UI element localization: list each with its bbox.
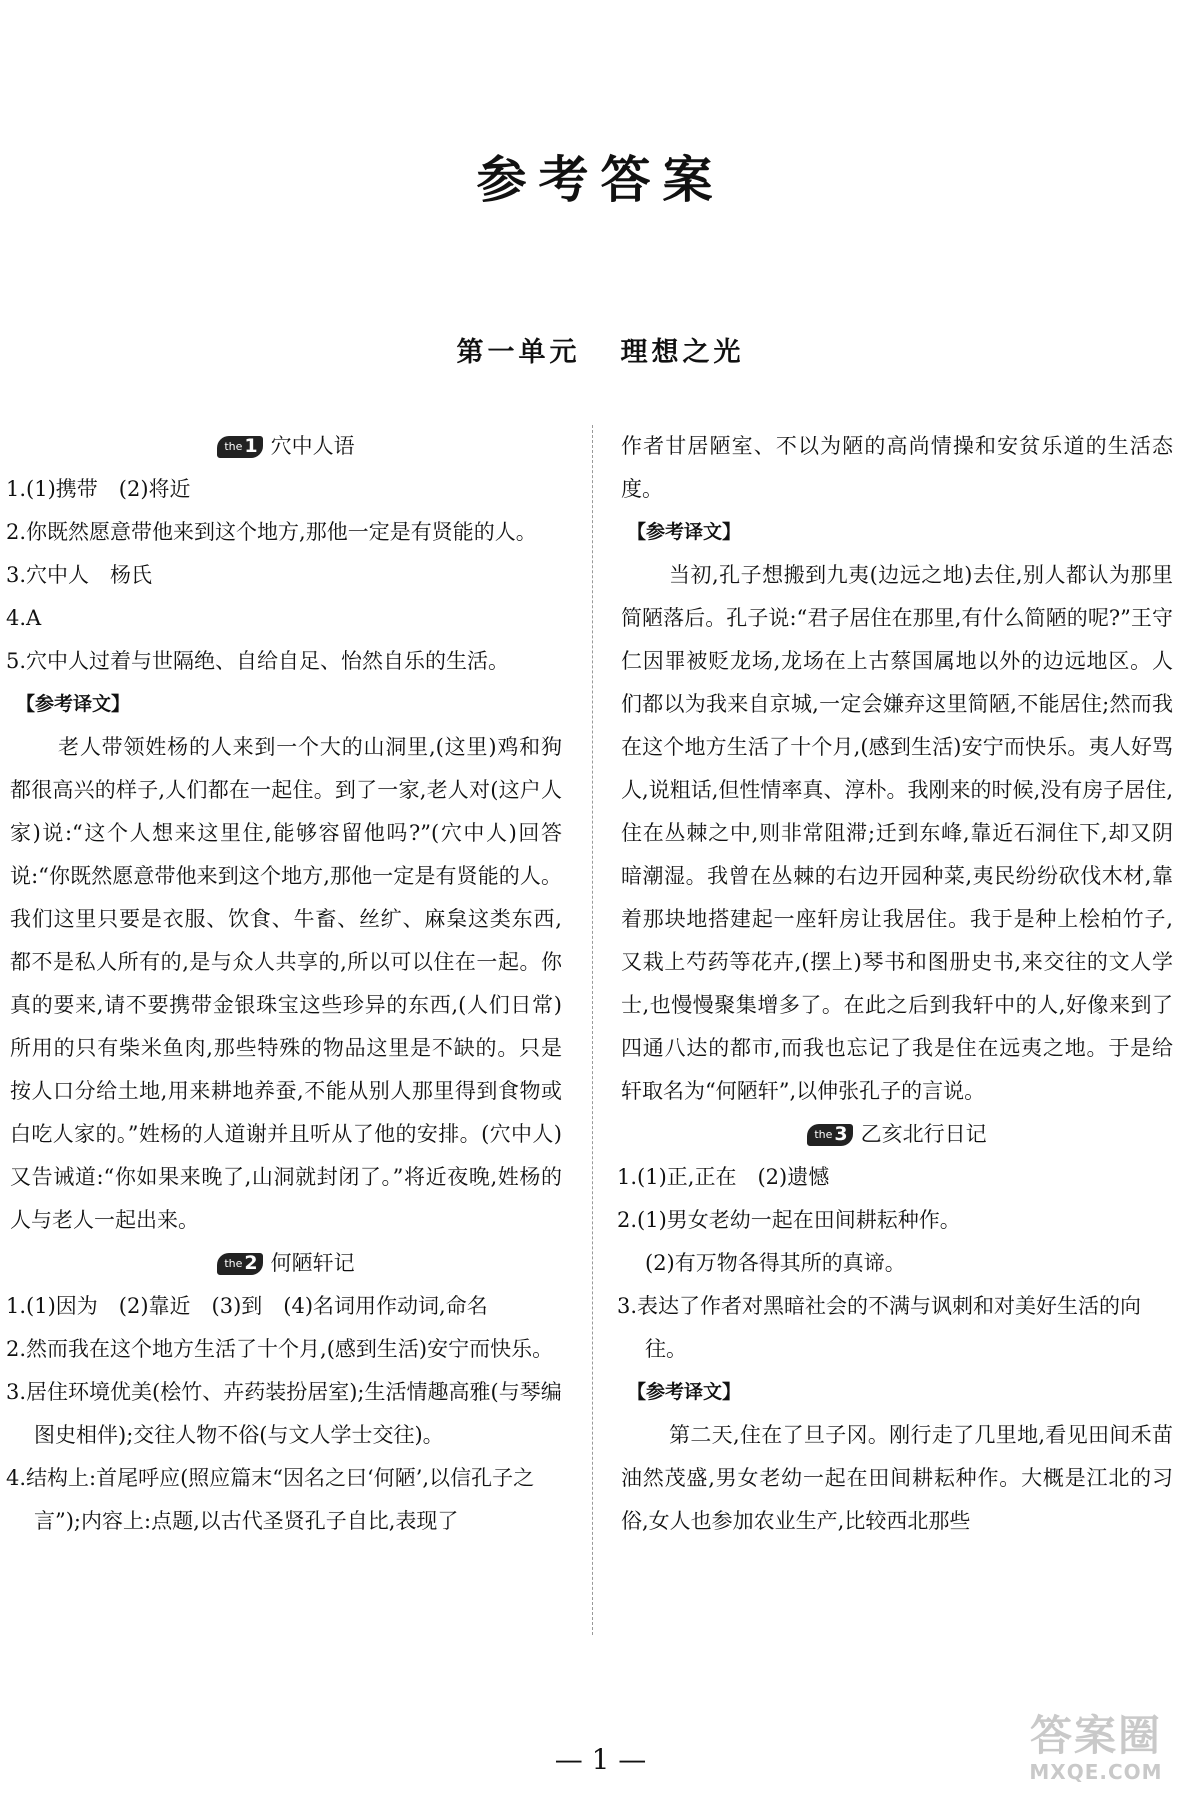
lesson-heading-1 xyxy=(6,425,566,468)
unit-title xyxy=(0,330,1201,369)
watermark-logo xyxy=(1021,1712,1171,1784)
right-column xyxy=(617,425,1177,1543)
translation-text: 第二天,住在了旦子冈。刚行走了几里地,看见田间禾苗油然茂盛,男女老幼一起在田间耕耘种作。大概是江北的习俗,女人也参加农业生产,比较西北那些 xyxy=(621,1423,1173,1533)
answer-item: 3.居住环境优美(桧竹、卉药装扮居室);生活情趣高雅(与琴编图史相伴);交往人物不俗(与文人学士交往)。 xyxy=(6,1380,562,1447)
translation-text: 当初,孔子想搬到九夷(边远之地)去住,别人都认为那里简陋落后。孔子说:“君子居住在那里,有什么简陋的呢?”王守仁因罪被贬龙场,龙场在上古蔡国属地以外的边远地区。人们都以为我来自京城,一定会嫌弃这里简陋,不能居住;然而我在这个地方生活了十个月,(感到生活)安宁而快乐。夷人好骂人,说粗话,但性情率真、淳朴。我刚来的时候,没有房子居住,住在丛棘之中,则非常阻滞;迁到东峰,靠近石洞住下,却又阴暗潮湿。我曾在丛棘的右边开园种菜,夷民纷纷砍伐木材,靠着那块地搭建起一座轩房让我居住。我于是种上桧柏竹子,又栽上芍药等花卉,(摆上)琴书和图册史书,来交往的文人学士,也慢慢聚集增多了。在此之后到我轩中的人,好像来到了四通八达的都市,而我也忘记了我是住在远夷之地。于是给轩取名为“何陋轩”,以伸张孔子的言说。 xyxy=(621,563,1173,1103)
answer-item: 4.A xyxy=(6,606,42,630)
answer-item: 3.表达了作者对黑暗社会的不满与讽刺和对美好生活的向往。 xyxy=(617,1294,1142,1361)
lesson-title: 乙亥北行日记 xyxy=(860,1122,987,1146)
answer-item: 2.你既然愿意带他来到这个地方,那他一定是有贤能的人。 xyxy=(6,520,537,544)
left-column xyxy=(6,425,566,1543)
watermark-url: MXQE.COM xyxy=(1029,1760,1163,1784)
lesson-heading-3 xyxy=(617,1113,1177,1156)
answer-item: 4.结构上:首尾呼应(照应篇末“因名之曰‘何陋’,以信孔子之言”);内容上:点题,以古代圣贤孔子自比,表现了 xyxy=(6,1466,535,1533)
lesson-badge-icon: the 2 xyxy=(217,1253,262,1275)
translation-text: 老人带领姓杨的人来到一个大的山洞里,(这里)鸡和狗都很高兴的样子,人们都在一起住。到了一家,老人对(这户人家)说:“这个人想来这里住,能够容留他吗?”(穴中人)回答说:“你既然愿意带他来到这个地方,那他一定是有贤能的人。我们这里只要是衣服、饮食、牛畜、丝纩、麻枲这类东西,都不是私人所有的,是与众人共享的,所以可以住在一起。你真的要来,请不要携带金银珠宝这些珍异的东西,(人们日常)所用的只有柴米鱼肉,那些特殊的物品这里是不缺的。只是按人口分给土地,用来耕地养蚕,不能从别人那里得到食物或白吃人家的。”姓杨的人道谢并且听从了他的安排。(穴中人)又告诫道:“你如果来晚了,山洞就封闭了。”将近夜晚,姓杨的人与老人一起出来。 xyxy=(10,735,562,1232)
answer-item: 1.(1)因为 (2)靠近 (3)到 (4)名词用作动词,命名 xyxy=(6,1294,488,1318)
lesson-badge-icon: the 3 xyxy=(807,1124,852,1146)
answer-item: 2.然而我在这个地方生活了十个月,(感到生活)安宁而快乐。 xyxy=(6,1337,554,1361)
unit-label: 第一单元 xyxy=(456,337,581,368)
answer-continuation: 作者甘居陋室、不以为陋的高尚情操和安贫乐道的生活态度。 xyxy=(621,434,1173,501)
answer-item: 5.穴中人过着与世隔绝、自给自足、怡然自乐的生活。 xyxy=(6,649,510,673)
translation-tag: 【参考译文】 xyxy=(16,693,131,715)
answer-item: 2.(1)男女老幼一起在田间耕耘种作。 xyxy=(617,1208,961,1232)
lesson-heading-2 xyxy=(6,1242,566,1285)
translation-tag: 【参考译文】 xyxy=(627,1381,742,1403)
lesson-title: 穴中人语 xyxy=(270,434,355,458)
answer-item: 3.穴中人 杨氏 xyxy=(6,563,153,587)
page-title: 参考答案 xyxy=(476,150,725,209)
answer-item: 1.(1)携带 (2)将近 xyxy=(6,477,191,501)
column-divider xyxy=(592,425,593,1635)
answer-item: 1.(1)正,正在 (2)遗憾 xyxy=(617,1165,830,1189)
lesson-title: 何陋轩记 xyxy=(270,1251,355,1275)
watermark-text: 答案圈 xyxy=(1029,1711,1162,1760)
translation-tag: 【参考译文】 xyxy=(627,521,742,543)
unit-name: 理想之光 xyxy=(620,337,745,368)
page-number: — 1 — xyxy=(554,1743,647,1776)
answer-subitem: (2)有万物各得其所的真谛。 xyxy=(645,1251,906,1275)
lesson-badge-icon: the 1 xyxy=(217,436,262,458)
